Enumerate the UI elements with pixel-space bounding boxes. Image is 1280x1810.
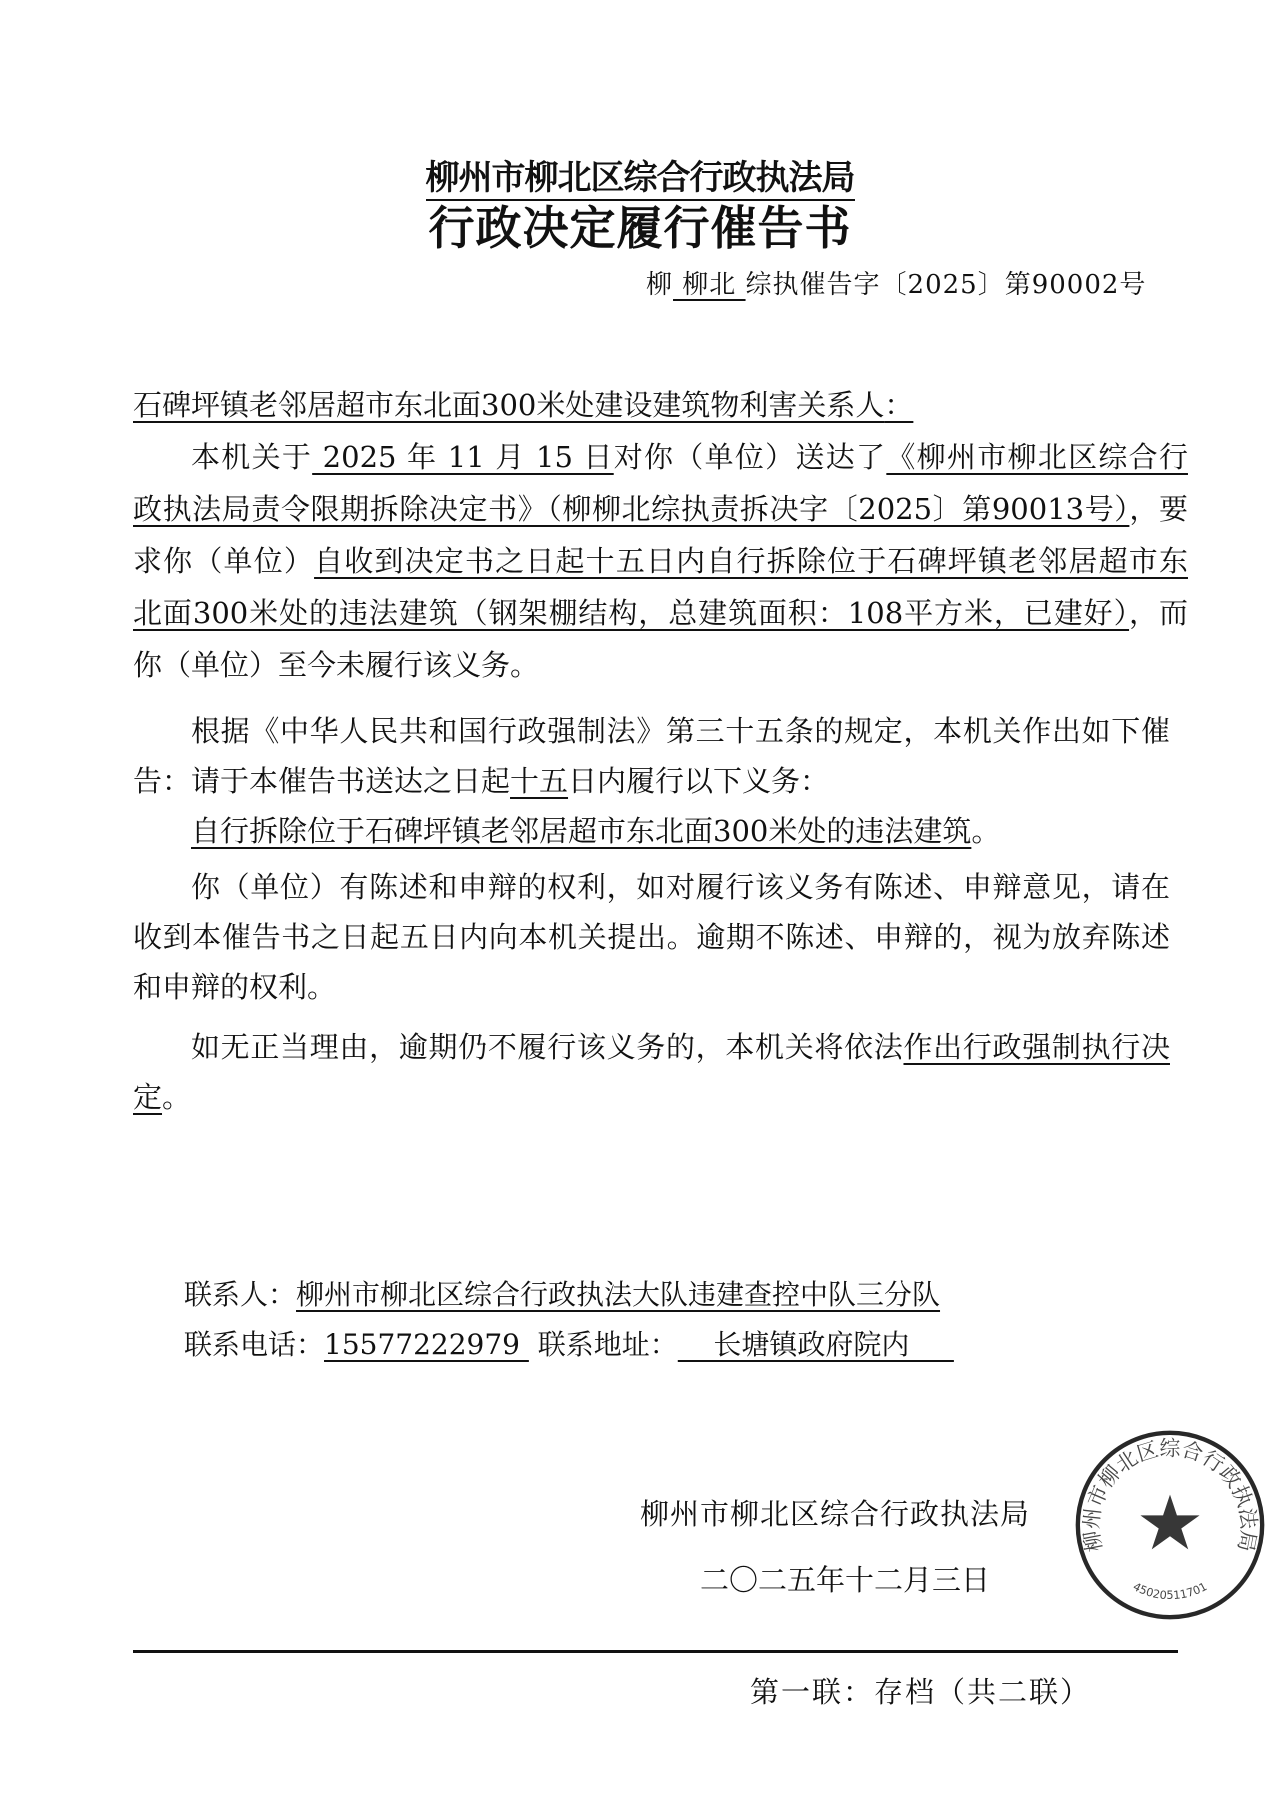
body-text: 根据《中华人民共和国行政强制法》第三十五条的规定，本机关作出如下催 — [191, 714, 1170, 748]
footer-divider — [133, 1650, 1178, 1653]
body-text: ，要 — [1129, 492, 1188, 526]
contact-phone: 15577222979 — [324, 1328, 529, 1361]
signature-org: 柳州市柳北区综合行政执法局 — [640, 1497, 1031, 1531]
body-text: 你（单位）至今未履行该义务。 — [133, 648, 540, 682]
underlined-text: 自行拆除位于石碑坪镇老邻居超市东北面300米处的违法建筑 — [191, 814, 972, 848]
body-line — [133, 912, 1170, 962]
seal-code: 45020511701 — [1130, 1580, 1210, 1603]
underlined-text: 北面300米处的违法建筑（钢架棚结构，总建筑面积：108平方米，已建好） — [133, 596, 1130, 630]
underlined-text: 2025 年 11 月 15 日 — [312, 440, 614, 474]
body-text: 和申辩的权利。 — [133, 970, 337, 1004]
underlined-text: 政执法局责令限期拆除决定书》（柳柳北综执责拆决字〔2025〕第90013号） — [133, 492, 1130, 526]
underlined-text: 石碑坪镇老邻居超市东北面300米处建设建筑物利害关系人 — [133, 388, 885, 422]
body-line — [191, 706, 1170, 756]
body-line — [133, 588, 1188, 638]
body-line — [191, 806, 1170, 856]
body-line — [133, 536, 1188, 586]
underlined-text: ： — [884, 388, 914, 422]
issuing-authority-title: 柳州市柳北区综合行政执法局 — [0, 150, 1280, 199]
body-text: 对你（单位）送达了 — [613, 440, 887, 474]
contact-phone-address-row: 联系电话：15577222979 联系地址： 长塘镇政府院内 — [184, 1328, 954, 1361]
underlined-text: 《柳州市柳北区综合行 — [886, 440, 1188, 474]
document-title: 行政决定履行催告书 — [428, 201, 852, 255]
body-line — [191, 1022, 1170, 1072]
body-text: 如无正当理由，逾期仍不履行该义务的，本机关将依法 — [191, 1030, 904, 1064]
star-icon — [1140, 1495, 1199, 1550]
body-line — [133, 380, 1188, 430]
body-line — [133, 1072, 1170, 1122]
contact-person: 柳州市柳北区综合行政执法大队违建查控中队三分队 — [296, 1278, 941, 1311]
body-text: ，而 — [1129, 596, 1188, 630]
contact-person-row: 联系人：柳州市柳北区综合行政执法大队违建查控中队三分队 — [184, 1278, 941, 1311]
body-line — [191, 862, 1170, 912]
body-text: 求你（单位） — [133, 544, 315, 578]
official-seal — [1070, 1425, 1270, 1625]
contact-address: 长塘镇政府院内 — [677, 1328, 954, 1361]
body-line — [133, 484, 1188, 534]
seal-text: 柳州市柳北区综合行政执法局 — [1079, 1436, 1261, 1554]
body-text: 日内履行以下义务： — [568, 764, 830, 798]
body-text: 你（单位）有陈述和申辩的权利，如对履行该义务有陈述、申辩意见，请在 — [191, 870, 1170, 904]
body-text: 本机关于 — [191, 440, 313, 474]
signature-date: 二〇二五年十二月三日 — [700, 1563, 991, 1597]
body-line — [191, 432, 1188, 482]
underlined-text: 十五 — [510, 764, 569, 798]
body-text: 。 — [971, 814, 1001, 848]
body-text: 。 — [162, 1080, 192, 1114]
underlined-text: 自收到决定书之日起十五日内自行拆除位于石碑坪镇老邻居超市东 — [314, 544, 1188, 578]
body-line — [133, 640, 1188, 690]
underlined-text: 定 — [133, 1080, 163, 1114]
copy-note: 第一联：存档（共二联） — [750, 1675, 1092, 1709]
ref-district: 柳北 — [673, 270, 746, 300]
body-text: 告：请于本催告书送达之日起 — [133, 764, 511, 798]
body-line — [133, 756, 1170, 806]
underlined-text: 作出行政强制执行决 — [903, 1030, 1170, 1064]
body-line — [133, 962, 1170, 1012]
document-reference-number: 柳 柳北 综执催告字〔2025〕第90002号 — [646, 270, 1147, 300]
body-text: 收到本催告书之日起五日内向本机关提出。逾期不陈述、申辩的，视为放弃陈述 — [133, 920, 1170, 954]
